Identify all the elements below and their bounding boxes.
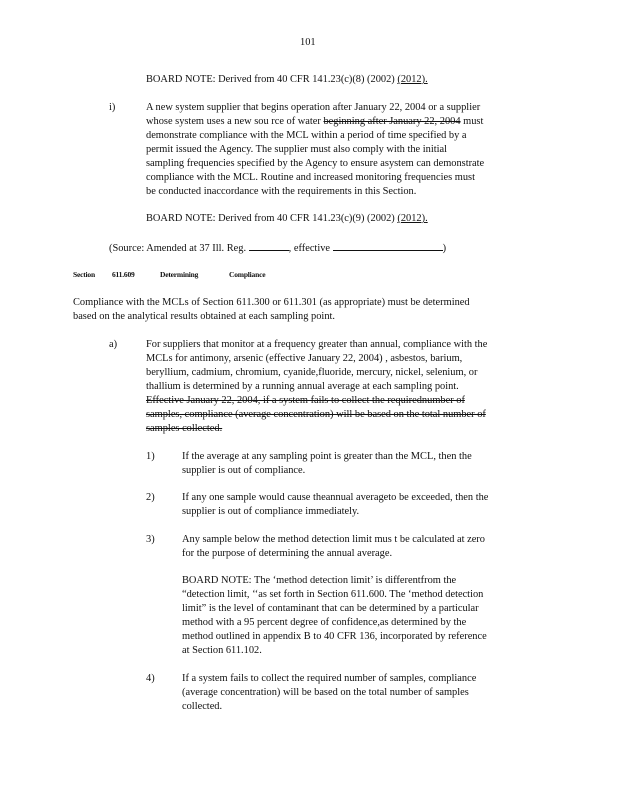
- source-close: ): [442, 243, 447, 254]
- section-title-word: Determining: [160, 270, 199, 279]
- board-note-i: [146, 212, 428, 226]
- board-note-i-text: BOARD NOTE: Derived from 40 CFR 141.23(c)(9) (2002): [146, 213, 398, 224]
- board-note-h-amendment: (2012): [397, 74, 426, 85]
- board-note-i-amendment: (2012): [397, 213, 426, 224]
- section-number: 611.609: [112, 270, 135, 279]
- register-blank: [249, 240, 289, 251]
- item-i-line: demonstrate compliance with the MCL within a period of time specified by a: [146, 130, 467, 141]
- item-a-label: a): [109, 339, 118, 350]
- intro-line: Compliance with the MCLs of Section 611.300 or 611.301 (as appropriate) must be determined: [73, 297, 470, 308]
- sub-2-line: If any one sample would cause theannual averageto be exceeded, then the: [182, 492, 489, 503]
- board-note-h: [146, 73, 428, 87]
- board-note-3-line: method outlined in appendix B to 40 CFR 136, incorporated by reference: [182, 631, 487, 642]
- sub-3-label: 3): [146, 534, 155, 545]
- item-a-deleted-line: samples collected.: [146, 423, 223, 434]
- item-a-line: MCLs for antimony, arsenic (effective January 22, 2004) , asbestos, barium,: [146, 353, 463, 364]
- item-i-line: compliance with the MCL. Routine and increased monitoring frequencies must: [146, 172, 475, 183]
- section-title-word: Compliance: [229, 270, 266, 279]
- sub-2-line: supplier is out of compliance immediately.: [182, 506, 360, 517]
- item-a-line: thallium is determined by a running annual average at each sampling point.: [146, 381, 459, 392]
- item-i-line: [146, 115, 483, 129]
- sub-2-label: 2): [146, 492, 155, 503]
- item-a-line: For suppliers that monitor at a frequency greater than annual, compliance with the: [146, 339, 488, 350]
- board-note-i-end: .: [425, 213, 428, 224]
- item-i-line: A new system supplier that begins operation after January 22, 2004 or a supplier: [146, 102, 481, 113]
- board-note-3-line: “detection limit, ‘‘as set forth in Section 611.600. The ‘method detection: [182, 589, 484, 600]
- sub-1-label: 1): [146, 451, 155, 462]
- item-a-deleted-line: Effective January 22, 2004, if a system fails to collect the requirednumber of: [146, 395, 465, 406]
- sub-1-line: supplier is out of compliance.: [182, 465, 306, 476]
- sub-4-line: If a system fails to collect the required number of samples, compliance: [182, 673, 477, 684]
- item-i-line: sampling frequencies specified by the Agency to ensure asystem can demonstrate: [146, 158, 485, 169]
- effective-date-blank: [333, 240, 443, 251]
- section-label: Section: [73, 270, 95, 279]
- item-a-line: beryllium, cadmium, chromium, cyanide,fluoride, mercury, nickel, selenium, or: [146, 367, 478, 378]
- sub-4-line: (average concentration) will be based on the total number of samples: [182, 687, 469, 698]
- item-i-line: permit issued the Agency. The supplier must also comply with the initial: [146, 144, 447, 155]
- sub-3-line: Any sample below the method detection limit mus t be calculated at zero: [182, 534, 485, 545]
- sub-4-line: collected.: [182, 701, 223, 712]
- item-i-label: i): [109, 102, 116, 113]
- source-note: [109, 240, 446, 256]
- sub-4-label: 4): [146, 673, 155, 684]
- board-note-3-line: BOARD NOTE: The ‘method detection limit’ is differentfrom the: [182, 575, 457, 586]
- item-a-deleted-line: samples, compliance (average concentration) will be based on the total number of: [146, 409, 486, 420]
- item-i-text: must: [460, 116, 484, 127]
- source-effective-label: , effective: [288, 243, 333, 254]
- intro-line: based on the analytical results obtained at each sampling point.: [73, 311, 335, 322]
- board-note-3-line: limit” is the level of contaminant that can be determined by a particular: [182, 603, 479, 614]
- item-i-deleted-text: beginning after January 22, 2004: [323, 116, 461, 127]
- source-text: (Source: Amended at 37 Ill. Reg.: [109, 243, 249, 254]
- board-note-3-line: method with a 95 percent degree of confidence,as determined by the: [182, 617, 467, 628]
- item-i-text: whose system uses a new sou rce of water: [146, 116, 324, 127]
- board-note-h-end: .: [425, 74, 428, 85]
- item-i-line: be conducted inaccordance with the requirements in this Section.: [146, 186, 417, 197]
- sub-3-line: for the purpose of determining the annual average.: [182, 548, 393, 559]
- board-note-3-line: at Section 611.102.: [182, 645, 262, 656]
- sub-1-line: If the average at any sampling point is greater than the MCL, then the: [182, 451, 472, 462]
- board-note-h-text: BOARD NOTE: Derived from 40 CFR 141.23(c)(8) (2002): [146, 74, 398, 85]
- page-number: 101: [300, 37, 316, 48]
